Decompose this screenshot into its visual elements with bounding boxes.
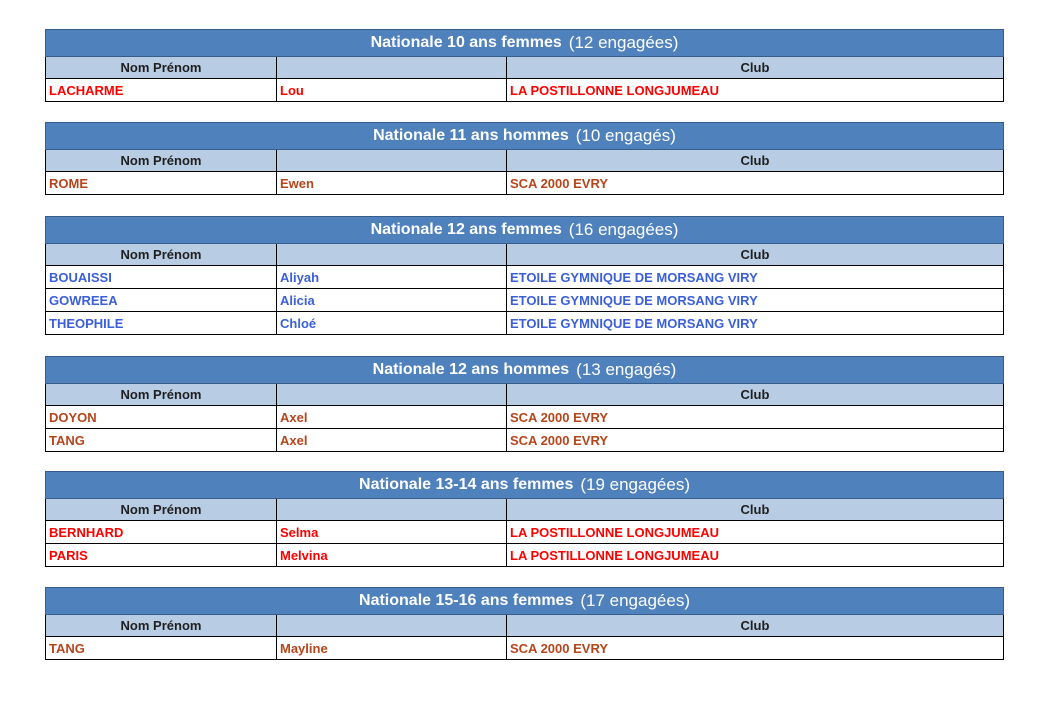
section-nat15-16-femmes [45, 587, 1004, 660]
section-title-text: Nationale 11 ans hommes [373, 127, 569, 144]
section-title-text: Nationale 10 ans femmes [370, 34, 562, 51]
section-title [45, 471, 1004, 499]
section-nat10-femmes [45, 29, 1004, 102]
cell-club: SCA 2000 EVRY [510, 175, 609, 191]
cell-first: Ewen [277, 172, 507, 194]
section-title-text: Nationale 12 ans hommes [372, 361, 570, 378]
cell-name: PARIS [46, 544, 277, 566]
table-header [45, 499, 1004, 521]
header-name: Nom Prénom [46, 150, 277, 171]
cell-club: SCA 2000 EVRY [510, 432, 609, 448]
cell-first: Axel [277, 429, 507, 451]
section-count: (16 engagées) [568, 220, 679, 239]
table-row [45, 544, 1004, 567]
cell-name: THEOPHILE [46, 312, 277, 334]
section-nat11-hommes [45, 122, 1004, 195]
cell-first: Chloé [277, 312, 507, 334]
cell-name: BERNHARD [46, 521, 277, 543]
table-header [45, 150, 1004, 172]
section-title [45, 356, 1004, 384]
section-title-text: Nationale 13-14 ans femmes [359, 476, 574, 493]
section-count: (10 engagés) [575, 126, 676, 145]
cell-club: SCA 2000 EVRY [510, 640, 609, 656]
section-nat12-femmes [45, 216, 1004, 335]
table-header [45, 244, 1004, 266]
section-title-text: Nationale 15-16 ans femmes [359, 592, 574, 609]
cell-club: ETOILE GYMNIQUE DE MORSANG VIRY [510, 269, 758, 285]
table-row [45, 312, 1004, 335]
table-row [45, 406, 1004, 429]
section-title-text: Nationale 12 ans femmes [370, 221, 562, 238]
table-row [45, 289, 1004, 312]
cell-club: LA POSTILLONNE LONGJUMEAU [510, 547, 719, 563]
table-row [45, 172, 1004, 195]
header-club: Club [740, 618, 770, 633]
table-row [45, 79, 1004, 102]
cell-first: Axel [277, 406, 507, 428]
header-club: Club [740, 502, 770, 517]
header-first [277, 499, 507, 520]
section-count: (17 engagées) [580, 591, 690, 610]
cell-club: ETOILE GYMNIQUE DE MORSANG VIRY [510, 315, 758, 331]
section-nat13-14-femmes [45, 471, 1004, 567]
cell-club: SCA 2000 EVRY [510, 409, 609, 425]
cell-name: ROME [46, 172, 277, 194]
section-title [45, 216, 1004, 244]
header-club: Club [740, 247, 770, 262]
cell-first: Mayline [277, 637, 507, 659]
section-title [45, 29, 1004, 57]
section-count: (13 engagés) [576, 360, 677, 379]
header-club: Club [740, 387, 770, 402]
cell-first: Melvina [277, 544, 507, 566]
header-first [277, 150, 507, 171]
header-first [277, 244, 507, 265]
cell-club: LA POSTILLONNE LONGJUMEAU [510, 82, 719, 98]
cell-name: TANG [46, 429, 277, 451]
cell-name: DOYON [46, 406, 277, 428]
cell-first: Selma [277, 521, 507, 543]
cell-name: LACHARME [46, 79, 277, 101]
cell-first: Alicia [277, 289, 507, 311]
table-row [45, 637, 1004, 660]
header-name: Nom Prénom [46, 615, 277, 636]
table-header [45, 384, 1004, 406]
section-nat12-hommes [45, 356, 1004, 452]
cell-name: BOUAISSI [46, 266, 277, 288]
cell-first: Lou [277, 79, 507, 101]
header-first [277, 57, 507, 78]
section-title [45, 587, 1004, 615]
section-count: (12 engagées) [568, 33, 679, 52]
header-name: Nom Prénom [46, 244, 277, 265]
table-header [45, 57, 1004, 79]
header-first [277, 384, 507, 405]
cell-club: LA POSTILLONNE LONGJUMEAU [510, 524, 719, 540]
header-name: Nom Prénom [46, 384, 277, 405]
section-count: (19 engagées) [580, 475, 690, 494]
header-club: Club [740, 153, 770, 168]
header-name: Nom Prénom [46, 57, 277, 78]
table-row [45, 266, 1004, 289]
header-club: Club [740, 60, 770, 75]
header-name: Nom Prénom [46, 499, 277, 520]
cell-name: TANG [46, 637, 277, 659]
table-row [45, 521, 1004, 544]
cell-first: Aliyah [277, 266, 507, 288]
cell-name: GOWREEA [46, 289, 277, 311]
header-first [277, 615, 507, 636]
table-row [45, 429, 1004, 452]
cell-club: ETOILE GYMNIQUE DE MORSANG VIRY [510, 292, 758, 308]
section-title [45, 122, 1004, 150]
table-header [45, 615, 1004, 637]
